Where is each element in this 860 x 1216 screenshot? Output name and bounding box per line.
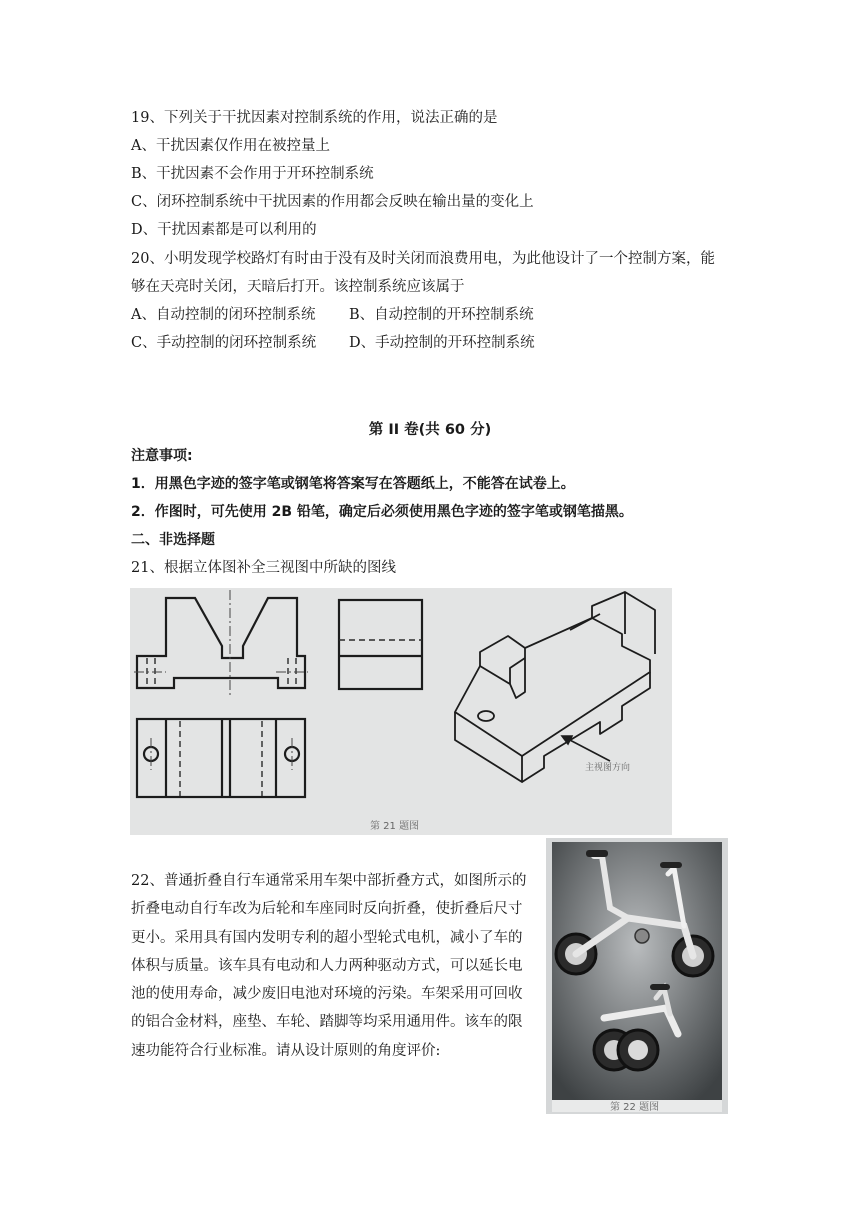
q22-figure xyxy=(546,838,728,1114)
q20-stem-line1: 20、小明发现学校路灯有时由于没有及时关闭而浪费用电，为此他设计了一个控制方案，能 xyxy=(131,251,715,267)
q19-option-b: B、干扰因素不会作用于开环控制系统 xyxy=(131,166,374,182)
q22-line-3: 更小。采用具有国内发明专利的超小型轮式电机，减小了车的 xyxy=(131,929,523,946)
q20-option-d: D、手动控制的开环控制系统 xyxy=(349,335,535,351)
direction-arrow xyxy=(562,736,610,761)
q22-line-5: 池的使用寿命，减少废旧电池对环境的污染。车架采用可回收 xyxy=(131,986,523,1003)
q22-line-7: 速功能符合行业标准。请从设计原则的角度评价: xyxy=(131,1042,441,1059)
q20-options-row1 xyxy=(131,305,534,325)
part2-heading: 二、非选择题 xyxy=(131,532,215,548)
section2-title: 第 II 卷(共 60 分) xyxy=(368,422,492,438)
q21-figure-caption: 第 21 题图 xyxy=(370,821,420,832)
front-view-outline xyxy=(137,598,305,688)
q20-stem-line2: 够在天亮时关闭，天暗后打开。该控制系统应该属于 xyxy=(131,279,465,295)
view-direction-label: 主视图方向 xyxy=(585,763,631,773)
q20-option-a: A、自动控制的闭环控制系统 xyxy=(131,307,316,323)
q19-option-d: D、干扰因素都是可以利用的 xyxy=(131,222,317,238)
notice-heading: 注意事项: xyxy=(131,448,193,464)
q20-option-b: B、自动控制的开环控制系统 xyxy=(349,307,534,323)
q19-option-a: A、干扰因素仅作用在被控量上 xyxy=(131,138,330,154)
folding-bike-photo xyxy=(546,838,728,1114)
notice-item-2: 2．作图时，可先使用 2B 铅笔，确定后必须使用黑色字迹的签字笔或钢笔描黑。 xyxy=(131,504,633,520)
q22-line-4: 体积与质量。该车具有电动和人力两种驱动方式，可以延长电 xyxy=(131,957,523,974)
q19-option-c: C、闭环控制系统中干扰因素的作用都会反映在输出量的变化上 xyxy=(131,194,534,210)
q19-stem: 19、下列关于干扰因素对控制系统的作用，说法正确的是 xyxy=(131,110,498,126)
notice-item-1: 1．用黑色字迹的签字笔或钢笔将答案写在答题纸上，不能答在试卷上。 xyxy=(131,476,575,492)
three-view-drawing xyxy=(130,588,672,835)
q21-stem: 21、根据立体图补全三视图中所缺的图线 xyxy=(131,560,396,576)
q20-options-row2 xyxy=(131,333,535,353)
q22-figure-caption: 第 22 题图 xyxy=(610,1102,660,1113)
q22-line-2: 折叠电动自行车改为后轮和车座同时反向折叠，使折叠后尺寸 xyxy=(131,901,523,918)
q20-option-c: C、手动控制的闭环控制系统 xyxy=(131,335,317,351)
q22-line-6: 的铝合金材料，座垫、车轮、踏脚等均采用通用件。该车的限 xyxy=(131,1014,523,1031)
q21-figure xyxy=(130,588,672,835)
side-view-outline xyxy=(339,600,422,689)
q22-line-1: 22、普通折叠自行车通常采用车架中部折叠方式，如图所示的 xyxy=(131,873,527,889)
isometric-view xyxy=(455,592,655,782)
isometric-hole xyxy=(478,711,494,721)
q22-paragraph xyxy=(131,867,541,1065)
